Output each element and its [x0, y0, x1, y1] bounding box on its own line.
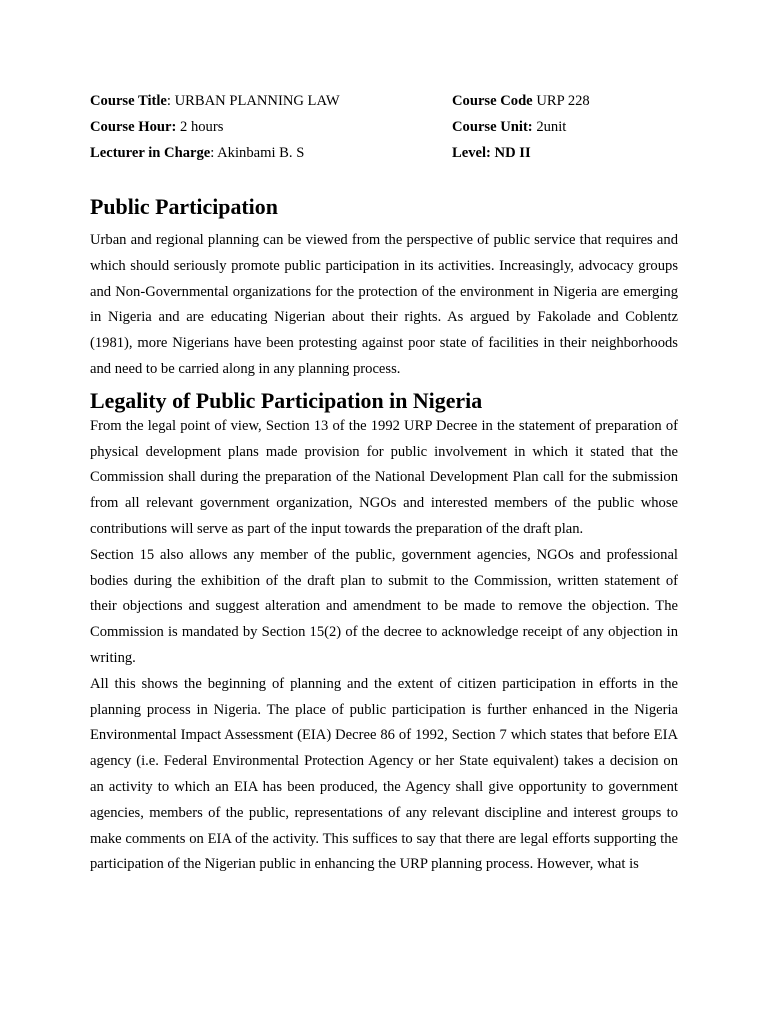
header-row-3 — [90, 140, 678, 166]
header-row-1 — [90, 88, 678, 114]
course-hour — [90, 114, 223, 140]
paragraph-legality-1: From the legal point of view, Section 13 of the 1992 URP Decree in the statement of preparation of physical development plans made provision for public involvement in which it stated that the Commission shall during the preparation of the National Development Plan call for the submission from all relevant government organization, NGOs and interested members of the public whose contributions will serve as part of the input towards the preparation of the draft plan. — [90, 417, 678, 537]
course-hour-value: 2 hours — [176, 119, 224, 135]
paragraph-public-participation: Urban and regional planning can be viewed from the perspective of public service that requires and which should seriously promote public participation in its activities. Increasingly, advocacy groups and Non-Governmental organizations for the protection of the environment in Nigeria are emerging in Nigeria and are educating Nigerian about their rights. As argued by Fakolade and Coblentz (1981), more Nigerians have been protesting against poor state of facilities in their neighborhoods and need to be carried along in any planning process. — [90, 232, 678, 377]
section-heading-legality: Legality of Public Participation in Nigeria — [90, 387, 483, 413]
course-unit — [452, 114, 566, 140]
paragraph-legality-2: Section 15 also allows any member of the public, government agencies, NGOs and professional bodies during the exhibition of the draft plan to submit to the Commission, written statement of their objections and suggest alteration and amendment to be made to remove the objection. The Commission is mandated by Section 15(2) of the decree to acknowledge receipt of any objection in writing. — [90, 546, 678, 666]
level — [452, 140, 531, 166]
course-title-value: : URBAN PLANNING LAW — [166, 93, 340, 109]
lecturer — [90, 140, 304, 166]
document-page — [90, 88, 678, 878]
course-code-label: Course Code — [452, 93, 533, 109]
level-label: Level: ND II — [452, 145, 531, 161]
course-code — [452, 88, 590, 114]
course-title — [90, 88, 340, 114]
course-code-value: URP 228 — [532, 93, 590, 109]
header-row-2 — [90, 114, 678, 140]
course-hour-label: Course Hour: — [90, 119, 177, 135]
paragraph-legality-3: All this shows the beginning of planning and the extent of citizen participation in efforts in the planning process in Nigeria. The place of public participation is further enhanced in the Nigeria Environmental Impact Assessment (EIA) Decree 86 of 1992, Section 7 which states that before EIA agency (i.e. Federal Environmental Protection Agency or her State equivalent) takes a decision on an activity to which an EIA has been produced, the Agency shall give opportunity to government agencies, members of the public, representations of any relevant discipline and interest groups to make comments on EIA of the activity. This suffices to say that there are legal efforts supporting the participation of the Nigerian public in enhancing the URP planning process. However, what is — [90, 675, 678, 873]
lecturer-label: Lecturer in Charge — [90, 145, 211, 161]
lecturer-value: : Akinbami B. S — [210, 145, 305, 161]
course-title-label: Course Title — [90, 93, 167, 109]
section-heading-public-participation: Public Participation — [90, 194, 278, 219]
course-unit-label: Course Unit: — [452, 119, 533, 135]
course-unit-value: 2unit — [532, 119, 567, 135]
